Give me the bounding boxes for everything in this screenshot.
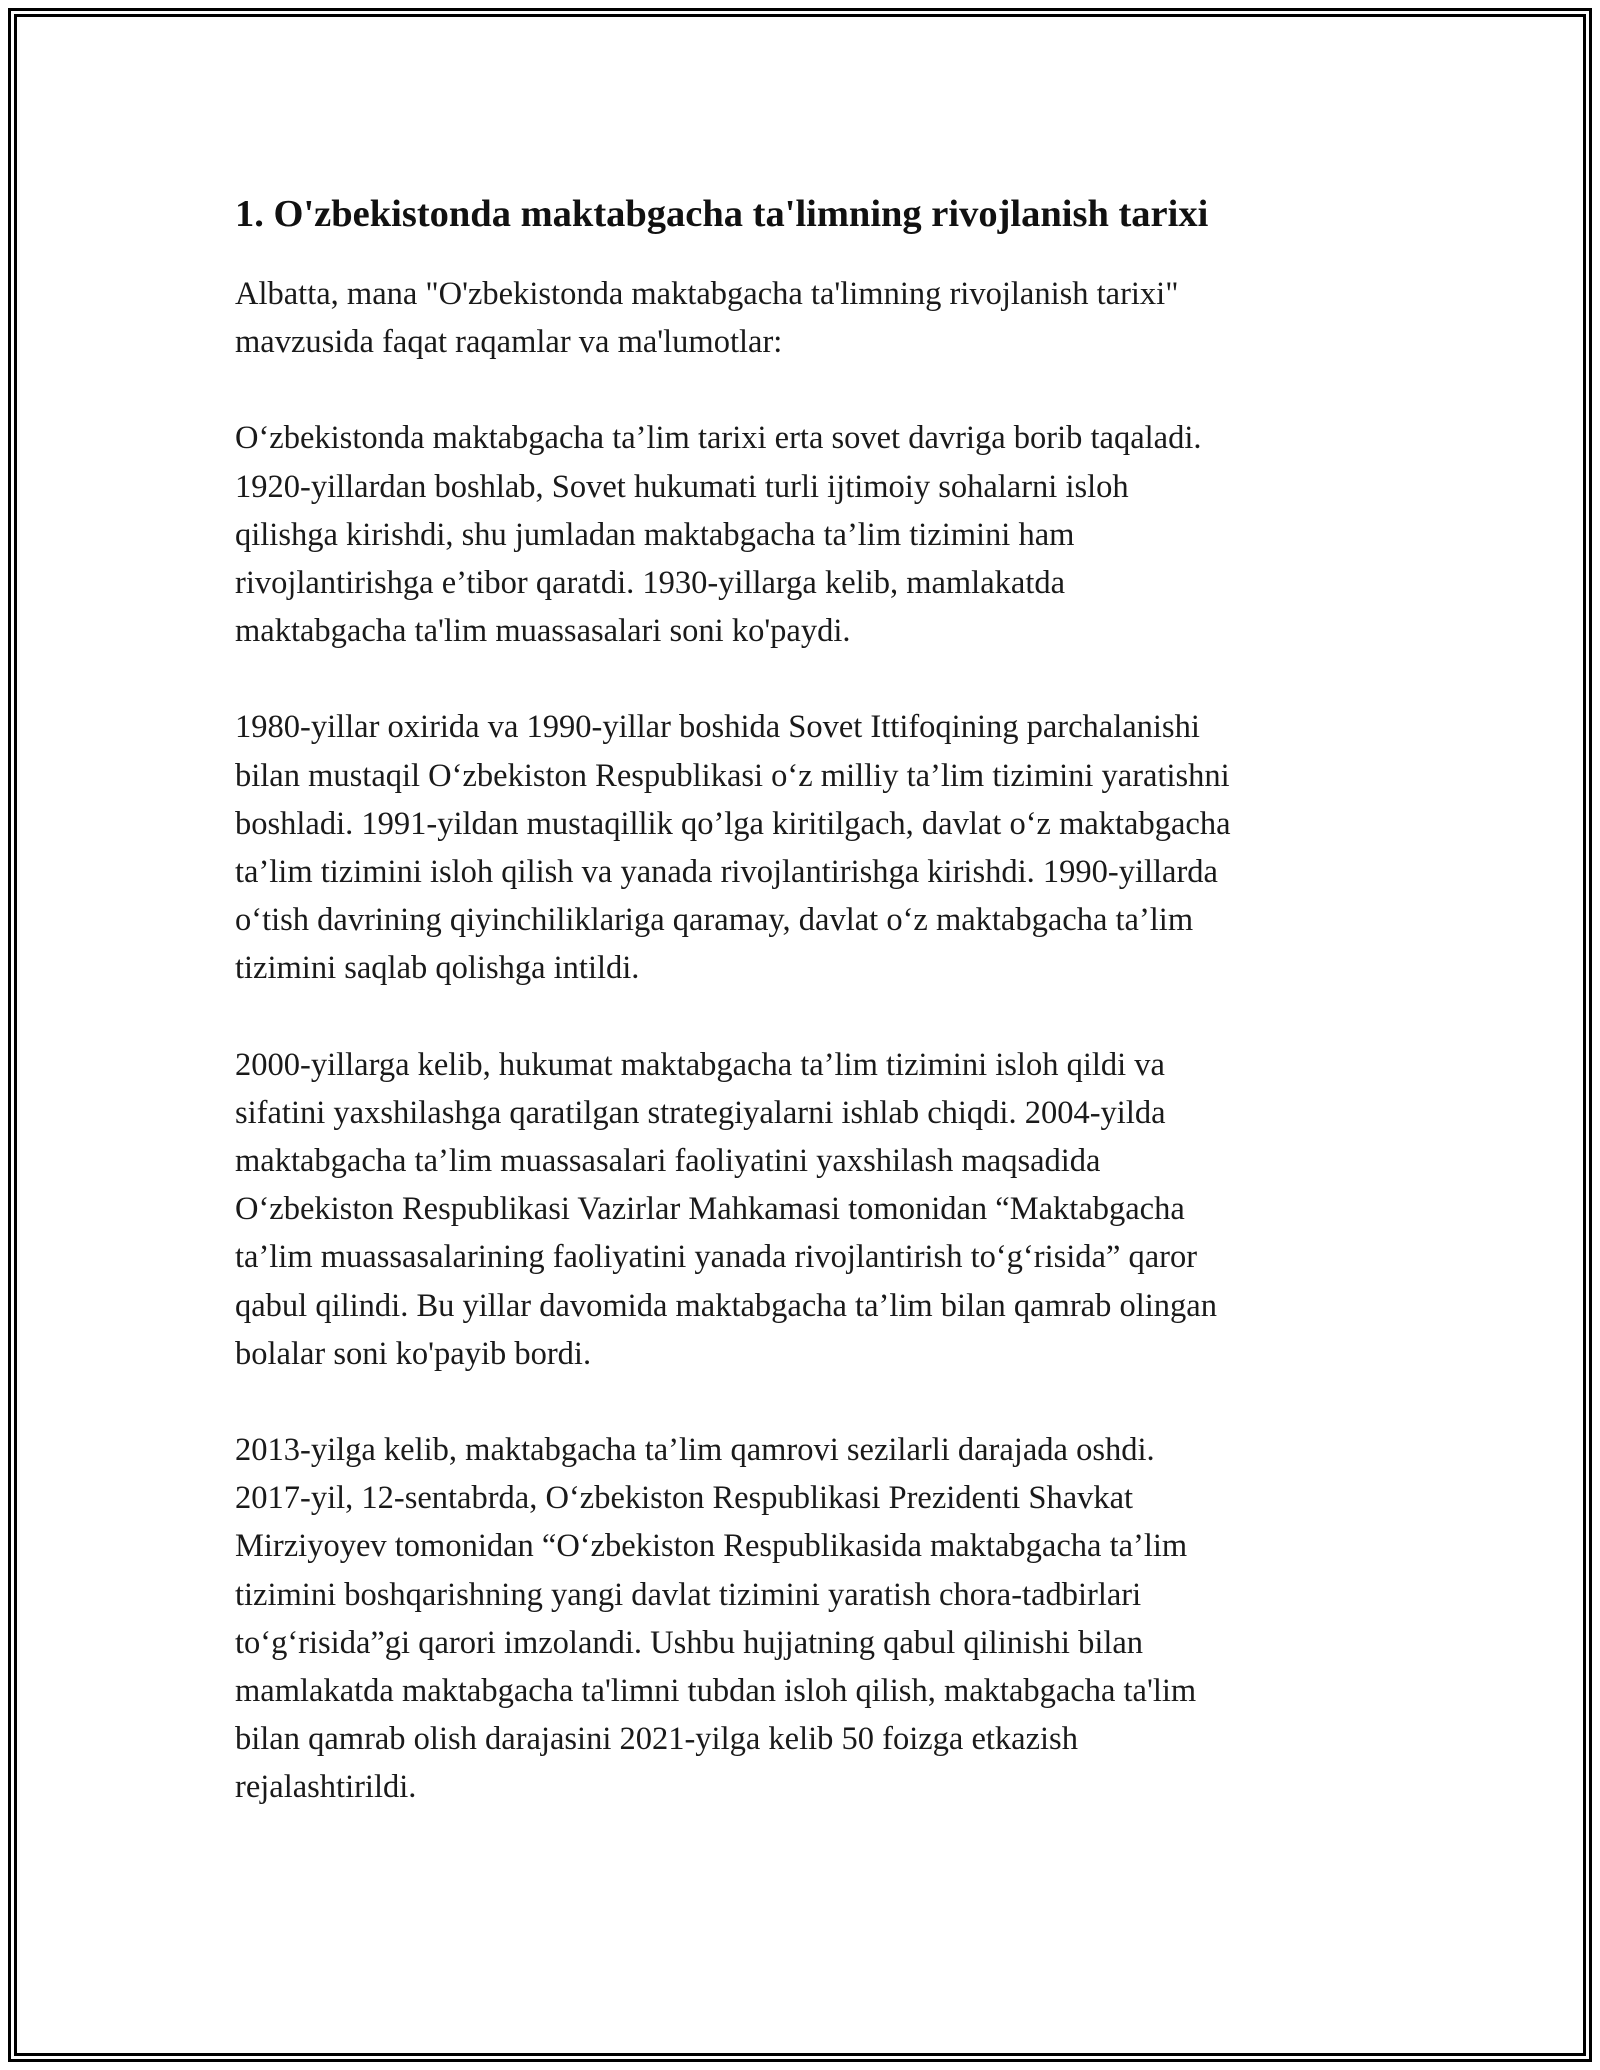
paragraph-line: ta’lim muassasalarining faoliyatini yanada rivojlantirish to‘g‘risida” qaror <box>235 1239 1198 1276</box>
paragraph-line: tizimini saqlab qolishga intildi. <box>235 950 640 987</box>
paragraph-line: 1920-yillardan boshlab, Sovet hukumati turli ijtimoiy sohalarni isloh <box>235 468 1129 505</box>
paragraph-line: qilishga kirishdi, shu jumladan maktabgacha ta’lim tizimini ham <box>235 516 1075 553</box>
paragraph-line: maktabgacha ta'lim muassasalari soni ko'paydi. <box>235 613 851 650</box>
document-body <box>235 188 1370 1860</box>
paragraph-line: sifatini yaxshilashga qaratilgan strategiyalarni ishlab chiqdi. 2004-yilda <box>235 1094 1166 1131</box>
paragraph-line: ta’lim tizimini isloh qilish va yanada rivojlantirishga kirishdi. 1990-yillarda <box>235 854 1218 891</box>
document-heading: 1. O'zbekistonda maktabgacha ta'limning rivojlanish tarixi <box>235 193 1209 235</box>
paragraph-line: Albatta, mana "O'zbekistonda maktabgacha ta'limning rivojlanish tarixi" <box>235 276 1179 312</box>
paragraph-line: mamlakatda maktabgacha ta'limni tubdan isloh qilish, maktabgacha ta'lim <box>235 1673 1197 1710</box>
paragraph-line: O‘zbekiston Respublikasi Vazirlar Mahkamasi tomonidan “Maktabgacha <box>235 1191 1185 1228</box>
paragraph-line: 2000-yillarga kelib, hukumat maktabgacha ta’lim tizimini isloh qildi va <box>235 1046 1165 1083</box>
paragraph-line: 2017-yil, 12-sentabrda, O‘zbekiston Respublikasi Prezidenti Shavkat <box>235 1480 1134 1517</box>
paragraph-line: 1980-yillar oxirida va 1990-yillar boshida Sovet Ittifoqining parchalanishi <box>235 709 1200 746</box>
paragraph-2000s <box>235 1041 1370 1378</box>
paragraph-line: rejalashtirildi. <box>235 1769 417 1806</box>
paragraph-line: rivojlantirishga e’tibor qaratdi. 1930-yillarga kelib, mamlakatda <box>235 565 1066 602</box>
paragraph-line: mavzusida faqat raqamlar va ma'lumotlar: <box>235 324 783 361</box>
paragraph-soviet-era <box>235 414 1370 655</box>
paragraph-line: bolalar soni ko'payib bordi. <box>235 1335 592 1372</box>
paragraph-line: boshladi. 1991-yildan mustaqillik qo’lga kiritilgach, davlat o‘z maktabgacha <box>235 805 1231 842</box>
paragraph-line: tizimini boshqarishning yangi davlat tizimini yaratish chora-tadbirlari <box>235 1576 1142 1613</box>
paragraph-line: maktabgacha ta’lim muassasalari faoliyatini yaxshilash maqsadida <box>235 1143 1101 1180</box>
paragraph-line: bilan qamrab olish darajasini 2021-yilga kelib 50 foizga etkazish <box>235 1721 1078 1758</box>
paragraph-line: o‘tish davrining qiyinchiliklariga qaramay, davlat o‘z maktabgacha ta’lim <box>235 902 1194 939</box>
paragraph-line: qabul qilindi. Bu yillar davomida maktabgacha ta’lim bilan qamrab olingan <box>235 1287 1217 1324</box>
paragraph-2013-onward <box>235 1426 1370 1812</box>
paragraph-intro <box>235 270 1370 366</box>
paragraph-line: Mirziyoyev tomonidan “O‘zbekiston Respublikasida maktabgacha ta’lim <box>235 1528 1188 1565</box>
paragraph-line: to‘g‘risida”gi qarori imzolandi. Ushbu hujjatning qabul qilinishi bilan <box>235 1624 1144 1661</box>
paragraph-line: bilan mustaqil O‘zbekiston Respublikasi o‘z milliy ta’lim tizimini yaratishni <box>235 757 1230 794</box>
paragraph-line: 2013-yilga kelib, maktabgacha ta’lim qamrovi sezilarli darajada oshdi. <box>235 1432 1155 1469</box>
paragraph-line: O‘zbekistonda maktabgacha ta’lim tarixi erta sovet davriga borib taqaladi. <box>235 420 1202 457</box>
paragraph-independence <box>235 703 1370 992</box>
